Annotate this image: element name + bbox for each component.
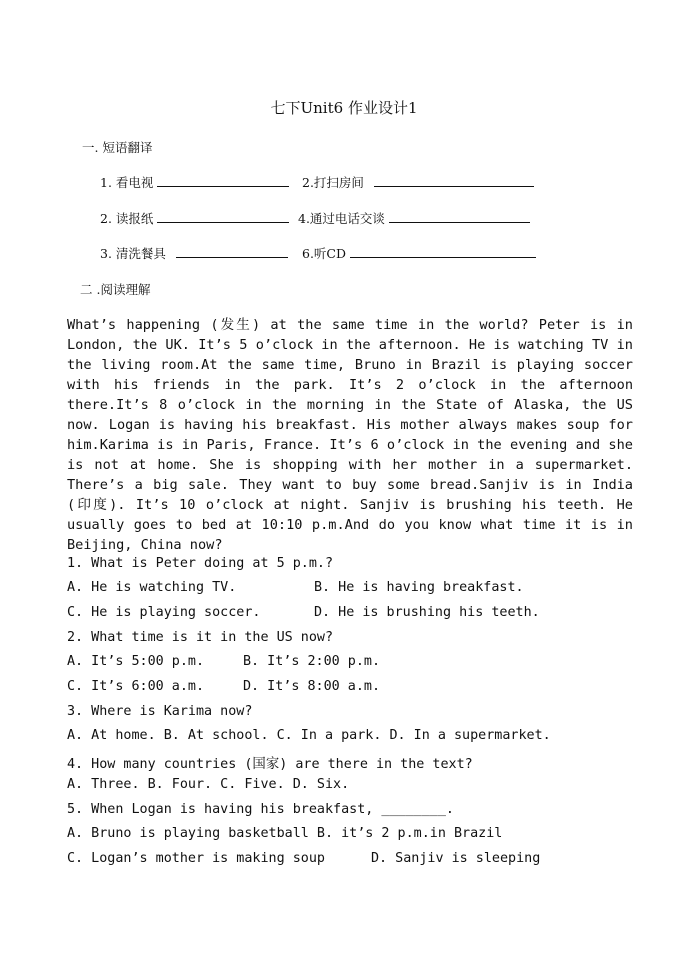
section-heading-reading: 二 .阅读理解	[80, 282, 151, 297]
question-text: 2. What time is it in the US now?	[67, 630, 334, 645]
answer-blank[interactable]	[374, 174, 534, 187]
translation-prompt: 6.听CD	[302, 246, 347, 261]
question-text: 4. How many countries (国家) are there in the text?	[67, 757, 473, 772]
section-heading-translation: 一. 短语翻译	[82, 140, 153, 155]
translation-item	[302, 244, 536, 262]
option-text: A. At home. B. At school. C. In a park. D. In a supermarket.	[67, 728, 551, 743]
option-text: A. Three. B. Four. C. Five. D. Six.	[67, 777, 350, 792]
answer-blank[interactable]	[389, 210, 530, 223]
translation-prompt: 2. 读报纸	[100, 211, 154, 226]
answer-blank[interactable]	[157, 174, 289, 187]
answer-blank[interactable]	[176, 245, 288, 258]
option-text: C. Logan’s mother is making soup	[67, 851, 325, 866]
page-title: 七下Unit6 作业设计1	[270, 99, 418, 117]
option-text: B. It’s 2:00 p.m.	[243, 654, 381, 669]
question-text: 5. When Logan is having his breakfast, ________.	[67, 802, 454, 817]
option-text: A. It’s 5:00 p.m.	[67, 654, 205, 669]
translation-item	[100, 244, 288, 262]
question-text: 1. What is Peter doing at 5 p.m.?	[67, 556, 334, 571]
option-text: C. He is playing soccer.	[67, 605, 261, 620]
option-text: D. Sanjiv is sleeping	[371, 851, 541, 866]
translation-prompt: 2.打扫房间	[302, 175, 364, 190]
option-text: B. He is having breakfast.	[314, 580, 524, 595]
option-text: D. He is brushing his teeth.	[314, 605, 540, 620]
answer-blank[interactable]	[157, 210, 289, 223]
translation-item	[298, 209, 530, 227]
translation-prompt: 4.通过电话交谈	[298, 211, 385, 226]
translation-item	[302, 173, 534, 191]
answer-blank[interactable]	[350, 245, 536, 258]
reading-passage: What’s happening (发生) at the same time in the world? Peter is in London, the UK. It’s 5 o’clock in the afternoon. He is watching TV in the living room.At the same time, Bruno in Brazil is playing soccer with his friends in the park. It’s 2 o’clock in the afternoon there.It’s 8 o’clock in the morning in the State of Alaska, the US now. Logan is having his breakfast. His mother always makes soup for him.Karima is in Paris, France. It’s 6 o’clock in the evening and she is not at home. She is shopping with her mother in a supermarket. There’s a big sale. They want to buy some bread.Sanjiv is in India (印度). It’s 10 o’clock at night. Sanjiv is brushing his teeth. He usually goes to bed at 10:10 p.m.And do you know what time it is in Beijing, China now?	[67, 317, 633, 553]
translation-prompt: 3. 清洗餐具	[100, 246, 166, 261]
option-text: A. Bruno is playing basketball B. it’s 2 p.m.in Brazil	[67, 826, 503, 841]
option-text: D. It’s 8:00 a.m.	[243, 679, 381, 694]
translation-prompt: 1. 看电视	[100, 175, 154, 190]
translation-item	[100, 173, 289, 191]
option-text: C. It’s 6:00 a.m.	[67, 679, 205, 694]
translation-item	[100, 209, 289, 227]
question-text: 3. Where is Karima now?	[67, 704, 253, 719]
option-text: A. He is watching TV.	[67, 580, 237, 595]
